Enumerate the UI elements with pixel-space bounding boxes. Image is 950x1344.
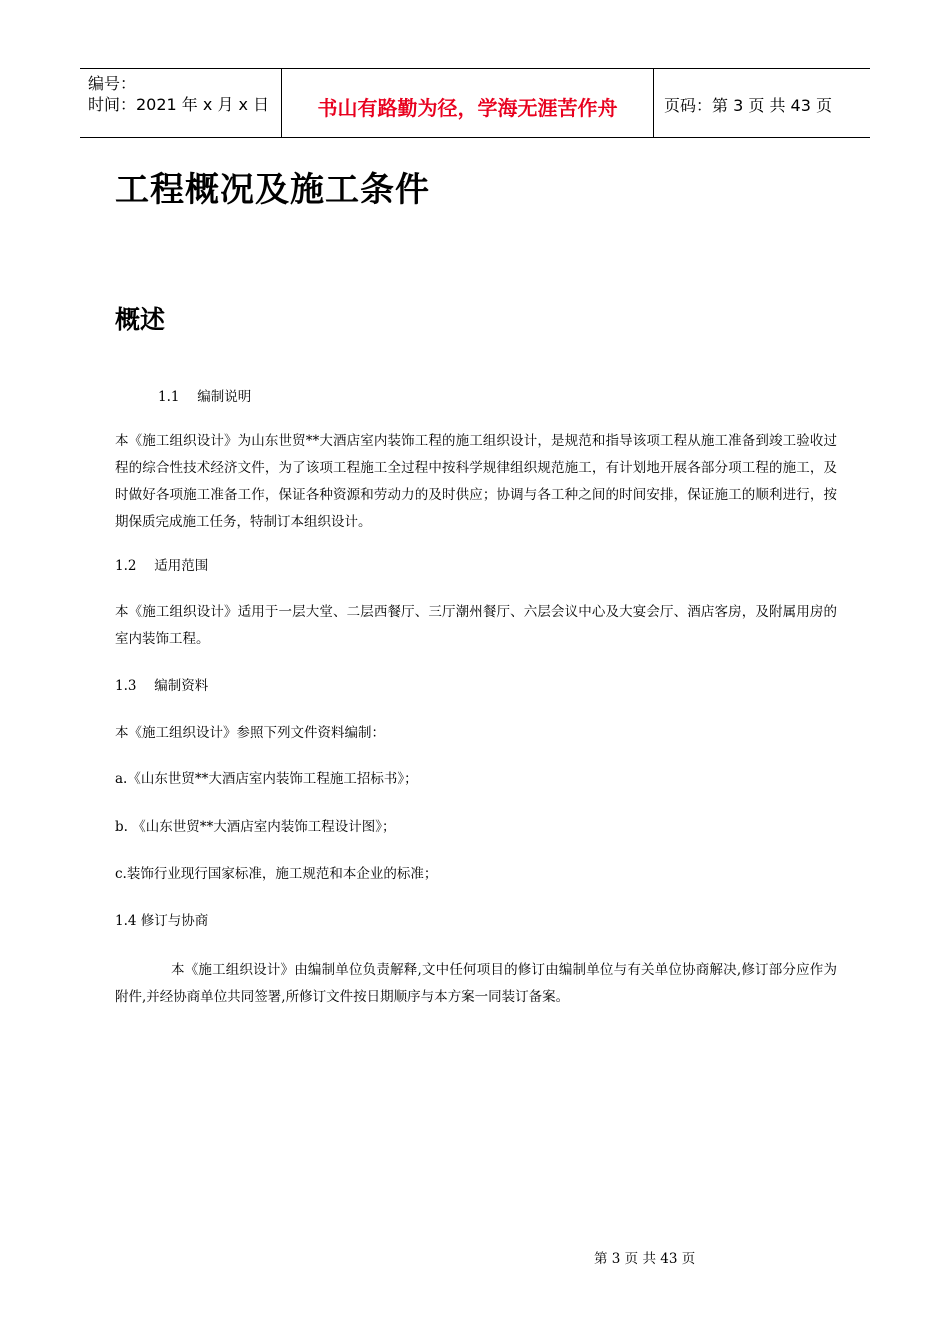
header-table [80,68,870,138]
heading-1-4: 1.4 修订与协商 [115,913,209,929]
paragraph-1-3: 本《施工组织设计》参照下列文件资料编制： [115,725,385,741]
list-item-c: c.装饰行业现行国家标准，施工规范和本企业的标准； [115,866,438,882]
header-page-info: 页码：第 3 页 共 43 页 [664,95,832,115]
paragraph-1-1: 本《施工组织设计》为山东世贸**大酒店室内装饰工程的施工组织设计，是规范和指导该项工程从施工准备到竣工验收过程的综合性技术经济文件，为了该项工程施工全过程中按科学规律组织规范施工，有计划地开展各部分项工程的施工，及时做好各项施工准备工作，保证各种资源和劳动力的及时供应；协调与各工种之间的时间安排，保证施工的顺利进行，按期保质完成施工任务，特制订本组织设计。 [115,433,837,530]
page-footer: 第 3 页 共 43 页 [594,1251,696,1267]
header-meta-cell [80,69,282,137]
heading-1-1: 1.1 编制说明 [158,389,252,405]
section-title: 概述 [115,305,166,334]
time-label: 时间：2021 年 x 月 x 日 [88,95,270,114]
heading-1-2: 1.2 适用范围 [115,558,209,574]
heading-1-3: 1.3 编制资料 [115,678,209,694]
header-motto: 书山有路勤为径，学海无涯苦作舟 [282,69,654,137]
code-label: 编号： [88,74,137,93]
list-item-a: a.《山东世贸**大酒店室内装饰工程施工招标书》； [115,771,418,787]
document-title: 工程概况及施工条件 [115,170,430,210]
list-item-b: b. 《山东世贸**大酒店室内装饰工程设计图》； [115,819,396,835]
paragraph-1-2: 本《施工组织设计》适用于一层大堂、二层西餐厅、三厅潮州餐厅、六层会议中心及大宴会厅、酒店客房，及附属用房的室内装饰工程。 [115,604,837,647]
paragraph-1-4: 本《施工组织设计》由编制单位负责解释,文中任何项目的修订由编制单位与有关单位协商解决,修订部分应作为附件,并经协商单位共同签署,所修订文件按日期顺序与本方案一同装订备案。 [115,962,837,1005]
